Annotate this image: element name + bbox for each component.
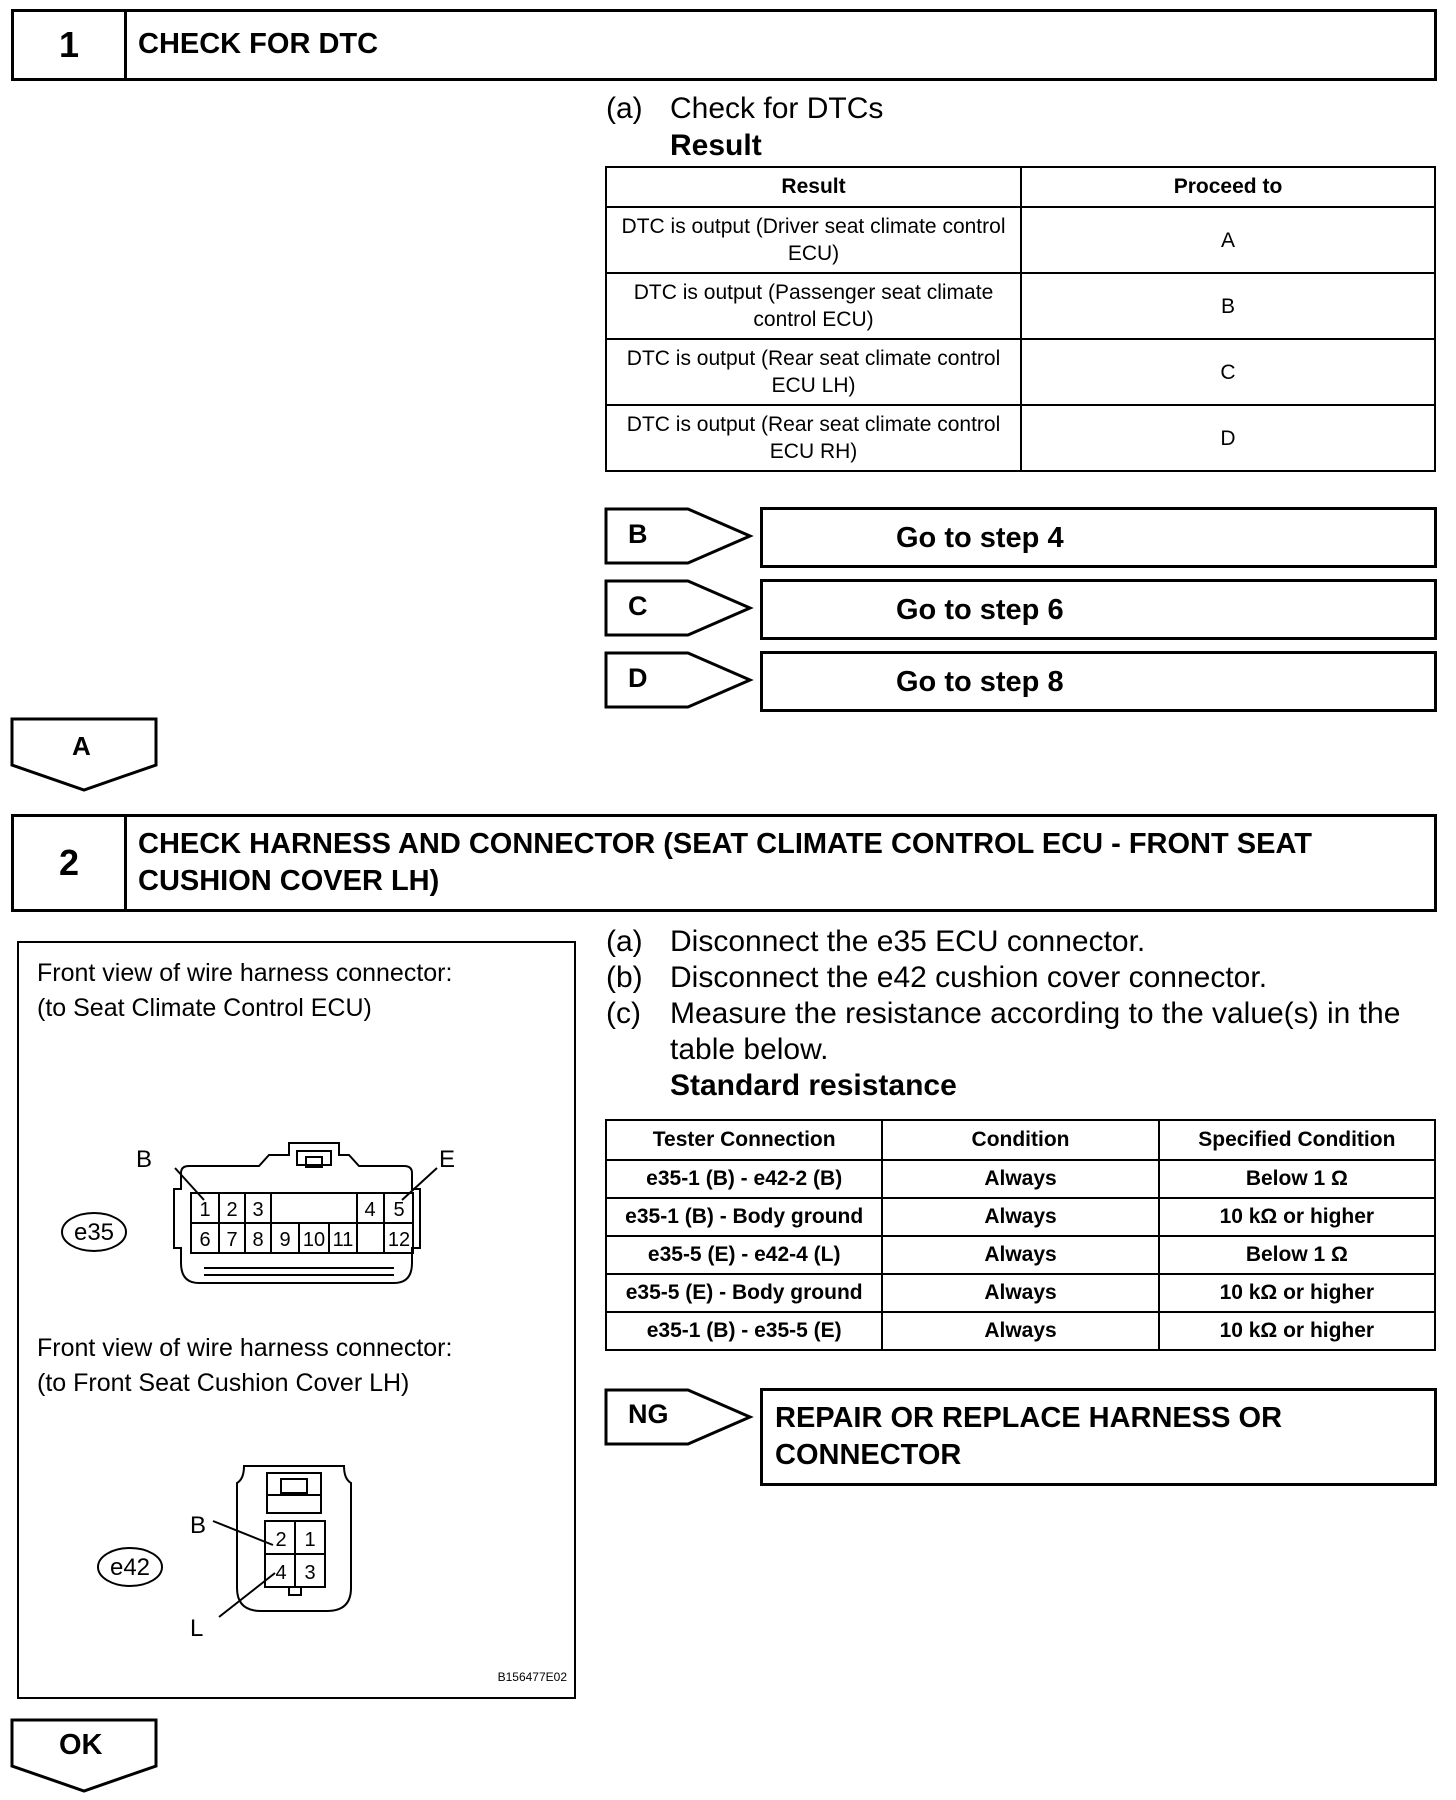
step2-instructions <box>606 924 1400 1104</box>
branch-action-b <box>760 507 1437 568</box>
ng-action <box>760 1388 1437 1486</box>
proceed-cell: A <box>1021 207 1435 273</box>
ng-label: NG <box>628 1399 669 1429</box>
proceed-cell: D <box>1021 405 1435 471</box>
pin-number: 10 <box>302 1229 326 1251</box>
pin-number: 11 <box>332 1229 354 1251</box>
ng-action-line: REPAIR OR REPLACE HARNESS OR <box>775 1402 1283 1434</box>
instruction-label: (a) <box>606 92 643 125</box>
instruction-item <box>606 924 1400 960</box>
proceed-cell: C <box>1021 339 1435 405</box>
branch-label-b: B <box>628 519 648 549</box>
condition-cell: Always <box>882 1198 1158 1236</box>
standard-heading-text: Standard resistance <box>670 1069 957 1102</box>
caption-line: (to Seat Climate Control ECU) <box>37 994 372 1022</box>
branch-action-text: Go to step 6 <box>896 594 1064 626</box>
table-row <box>606 273 1435 339</box>
instruction-label: (c) <box>606 997 641 1030</box>
branch-arrow-c-icon <box>604 579 754 639</box>
branch-label-c: C <box>628 591 648 621</box>
step1-header <box>11 9 1437 81</box>
instruction-item <box>606 960 1400 996</box>
condition-cell: Always <box>882 1312 1158 1350</box>
pin-number: 4 <box>364 1199 376 1221</box>
step1-title: CHECK FOR DTC <box>138 28 379 60</box>
specified-cell: 10 kΩ or higher <box>1159 1312 1435 1350</box>
table-row <box>606 1198 1435 1236</box>
pin-number: 1 <box>199 1199 211 1221</box>
branch-action-d <box>760 651 1437 712</box>
table-row <box>606 339 1435 405</box>
pin-number: 2 <box>275 1529 287 1551</box>
pin-number: 7 <box>226 1229 238 1251</box>
connection-cell: e35-1 (B) - Body ground <box>606 1198 882 1236</box>
e42-id: e42 <box>109 1554 151 1581</box>
step2-number: 2 <box>14 817 127 909</box>
pin-number: 9 <box>279 1229 291 1251</box>
e35-id: e35 <box>73 1219 115 1246</box>
pin-number: 6 <box>199 1229 211 1251</box>
condition-cell: Always <box>882 1236 1158 1274</box>
instruction-label: (a) <box>606 925 643 958</box>
e35-pin-numbers <box>199 1199 410 1251</box>
table-header: Tester Connection <box>606 1120 882 1160</box>
table-header: Condition <box>882 1120 1158 1160</box>
connection-cell: e35-5 (E) - e42-4 (L) <box>606 1236 882 1274</box>
branch-label-d: D <box>628 663 648 693</box>
ok-label: OK <box>59 1729 103 1761</box>
connection-cell: e35-1 (B) - e35-5 (E) <box>606 1312 882 1350</box>
specified-cell: Below 1 Ω <box>1159 1236 1435 1274</box>
pin-number: 5 <box>393 1199 405 1221</box>
table-row <box>606 405 1435 471</box>
branch-action-c <box>760 579 1437 640</box>
step2-header <box>11 814 1437 912</box>
pin-number: 3 <box>304 1562 316 1584</box>
branch-arrow-b-icon <box>604 507 754 567</box>
instruction-text: Disconnect the e35 ECU connector. <box>670 925 1146 958</box>
pin-number: 2 <box>226 1199 238 1221</box>
step2-resistance-table <box>605 1119 1436 1351</box>
e42-label-l: L <box>190 1615 204 1642</box>
pin-number: 12 <box>387 1229 411 1251</box>
table-header: Proceed to <box>1021 167 1435 207</box>
step1-result-heading: Result <box>670 129 762 162</box>
connection-cell: e35-5 (E) - Body ground <box>606 1274 882 1312</box>
e35-connector-drawing <box>19 943 574 1697</box>
result-cell: DTC is output (Rear seat climate control ECU RH) <box>606 405 1021 471</box>
table-row <box>606 1312 1435 1350</box>
result-cell: DTC is output (Driver seat climate control ECU) <box>606 207 1021 273</box>
instruction-label: (b) <box>606 961 643 994</box>
standard-heading <box>606 1068 1400 1104</box>
table-row <box>606 1160 1435 1198</box>
e35-label-e: E <box>439 1146 456 1173</box>
condition-cell: Always <box>882 1274 1158 1312</box>
instruction-item <box>606 1032 1400 1068</box>
pin-number: 4 <box>275 1562 287 1584</box>
ng-action-line: CONNECTOR <box>775 1439 962 1471</box>
proceed-cell: B <box>1021 273 1435 339</box>
instruction-text: Disconnect the e42 cushion cover connector. <box>670 961 1268 994</box>
e42-label-b: B <box>190 1512 207 1539</box>
connection-cell: e35-1 (B) - e42-2 (B) <box>606 1160 882 1198</box>
specified-cell: Below 1 Ω <box>1159 1160 1435 1198</box>
table-header: Specified Condition <box>1159 1120 1435 1160</box>
caption-line: (to Front Seat Cushion Cover LH) <box>37 1369 410 1397</box>
branch-action-text: Go to step 4 <box>896 522 1064 554</box>
continue-label-a: A <box>72 731 91 761</box>
instruction-text: Check for DTCs <box>670 92 884 125</box>
condition-cell: Always <box>882 1160 1158 1198</box>
specified-cell: 10 kΩ or higher <box>1159 1198 1435 1236</box>
table-row <box>606 207 1435 273</box>
step1-result-table <box>605 166 1436 472</box>
instruction-item <box>606 996 1400 1032</box>
table-row <box>606 1236 1435 1274</box>
step2-title <box>138 826 1424 900</box>
pin-number: 3 <box>252 1199 264 1221</box>
branch-arrow-d-icon <box>604 651 754 711</box>
caption-line: Front view of wire harness connector: <box>37 1334 453 1362</box>
branch-action-text: Go to step 8 <box>896 666 1064 698</box>
e35-label-b: B <box>136 1146 153 1173</box>
caption-line: Front view of wire harness connector: <box>37 959 453 987</box>
instruction-text: Measure the resistance according to the value(s) in the <box>670 997 1401 1030</box>
specified-cell: 10 kΩ or higher <box>1159 1274 1435 1312</box>
step2-title-line: CHECK HARNESS AND CONNECTOR (SEAT CLIMATE CONTROL ECU - FRONT SEAT <box>138 828 1312 860</box>
step1-instruction <box>606 91 883 127</box>
result-cell: DTC is output (Rear seat climate control ECU LH) <box>606 339 1021 405</box>
connector-figure <box>17 941 576 1699</box>
result-cell: DTC is output (Passenger seat climate control ECU) <box>606 273 1021 339</box>
pin-number: 8 <box>252 1229 264 1251</box>
instruction-text: table below. <box>670 1033 829 1066</box>
step1-number: 1 <box>14 12 127 78</box>
step2-title-line: CUSHION COVER LH) <box>138 865 440 897</box>
table-row <box>606 1274 1435 1312</box>
table-header: Result <box>606 167 1021 207</box>
pin-number: 1 <box>304 1529 316 1551</box>
ng-arrow-icon <box>604 1388 754 1448</box>
figure-code: B156477E02 <box>497 1670 567 1684</box>
